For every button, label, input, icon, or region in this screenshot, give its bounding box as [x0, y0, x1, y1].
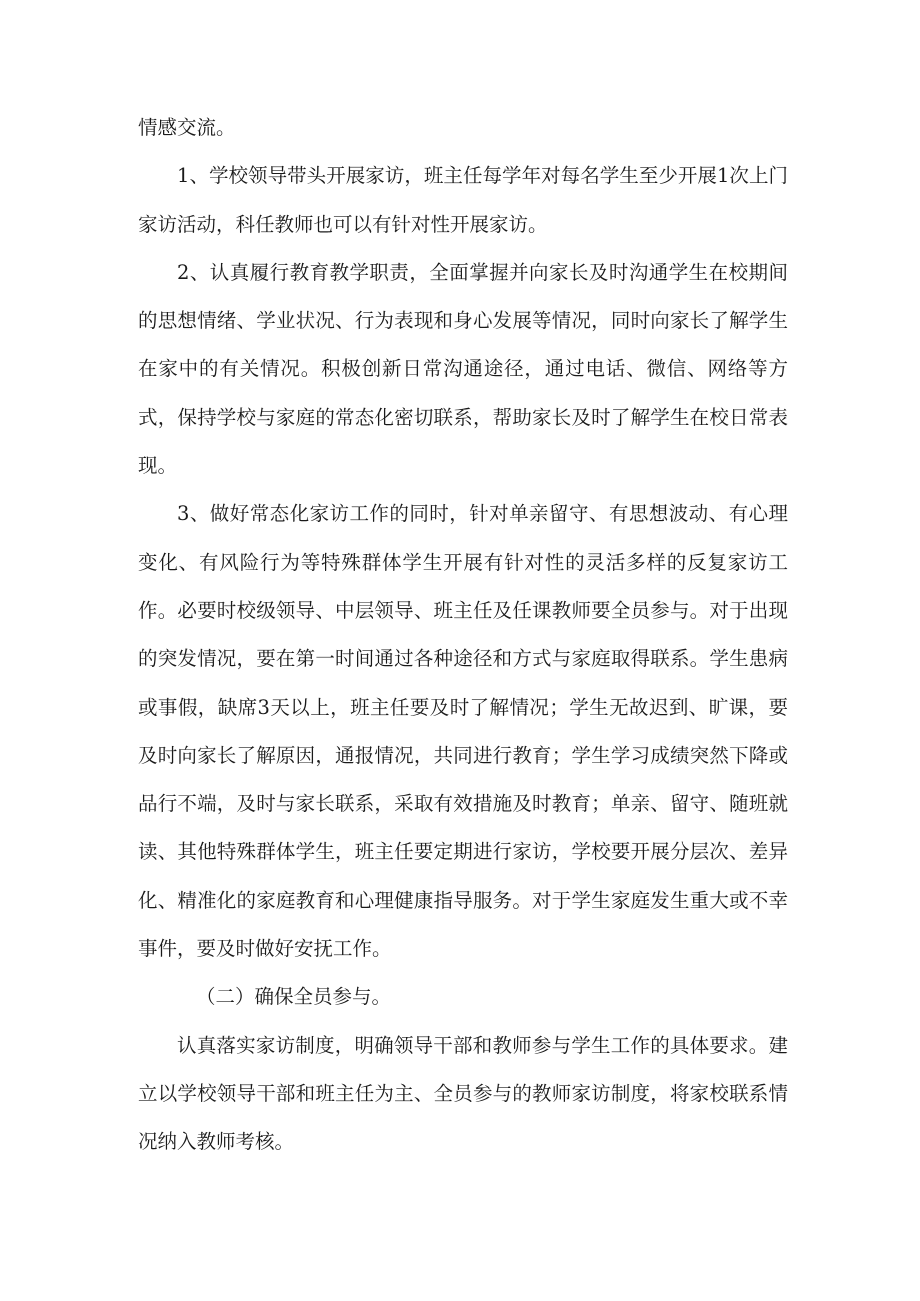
paragraph-item-2: 2、认真履行教育教学职责，全面掌握并向家长及时沟通学生在校期间的思想情绪、学业状况、行为表现和身心发展等情况，同时向家长了解学生在家中的有关情况。积极创新日常沟通途径，通过电话、微信、网络等方式，保持学校与家庭的常态化密切联系，帮助家长及时了解学生在校日常表现。: [138, 260, 788, 478]
paragraph-continuation: 情感交流。: [138, 116, 236, 139]
document-body: [138, 104, 788, 1167]
paragraph-item-1: 1、学校领导带头开展家访，班主任每学年对每名学生至少开展1次上门家访活动，科任教师也可以有针对性开展家访。: [138, 164, 788, 236]
paragraph-item-3: 3、做好常态化家访工作的同时，针对单亲留守、有思想波动、有心理变化、有风险行为等特殊群体学生开展有针对性的灵活多样的反复家访工作。必要时校级领导、中层领导、班主任及任课教师要全员参与。对于出现的突发情况，要在第一时间通过各种途径和方式与家庭取得联系。学生患病或事假，缺席3天以上，班主任要及时了解情况；学生无故迟到、旷课，要及时向家长了解原因，通报情况，共同进行教育；学生学习成绩突然下降或品行不端，及时与家长联系，采取有效措施及时教育；单亲、留守、随班就读、其他特殊群体学生，班主任要定期进行家访，学校要开展分层次、差异化、精准化的家庭教育和心理健康指导服务。对于学生家庭发生重大或不幸事件，要及时做好安抚工作。: [138, 502, 788, 961]
paragraph-section-body: 认真落实家访制度，明确领导干部和教师参与学生工作的具体要求。建立以学校领导干部和班主任为主、全员参与的教师家访制度，将家校联系情况纳入教师考核。: [138, 1033, 788, 1154]
section-heading: （二）确保全员参与。: [196, 985, 392, 1009]
